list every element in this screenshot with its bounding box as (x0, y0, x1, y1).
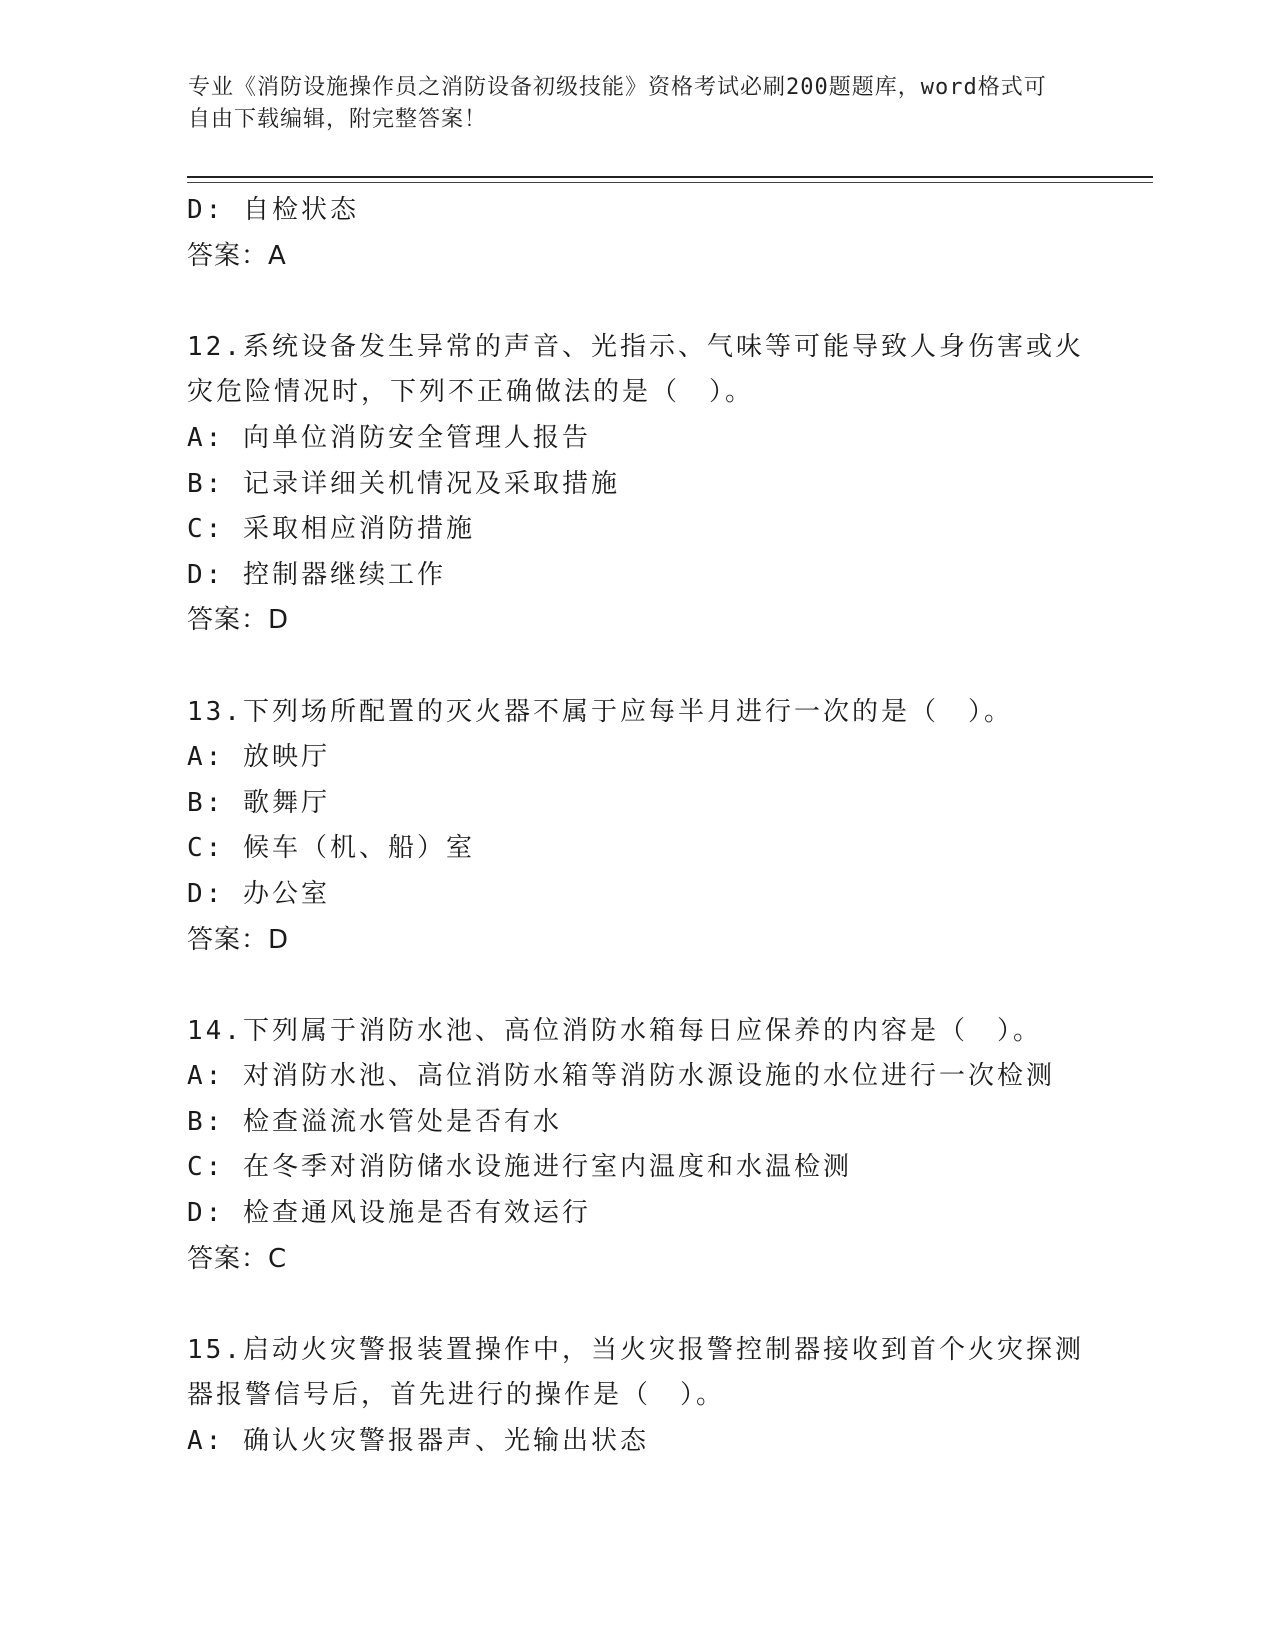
spacer (187, 279, 1087, 325)
question-stem: 15.启动火灾警报装置操作中，当火灾报警控制器接收到首个火灾探测器报警信号后，首先进行的操作是（ ）。 (187, 1334, 1084, 1411)
spacer (187, 1282, 1087, 1328)
spacer (187, 644, 1087, 690)
question-content (187, 188, 1087, 1465)
option-b: B: 检查溢流水管处是否有水 (187, 1106, 562, 1137)
option-b: B: 歌舞厅 (187, 787, 330, 818)
option-d: D: 控制器继续工作 (187, 559, 446, 590)
question-stem: 14.下列属于消防水池、高位消防水箱每日应保养的内容是（ ）。 (187, 1015, 1042, 1046)
question-answer: 答案：D (187, 605, 290, 636)
header-rule-thin (187, 182, 1153, 183)
option-c: C: 采取相应消防措施 (187, 514, 475, 545)
option-a: A: 对消防水池、高位消防水箱等消防水源设施的水位进行一次检测 (187, 1061, 1055, 1092)
option-c: C: 候车（机、船）室 (187, 833, 475, 864)
question-answer: 答案：C (187, 1243, 288, 1274)
carryover-answer: 答案：A (187, 240, 287, 271)
option-c: C: 在冬季对消防储水设施进行室内温度和水温检测 (187, 1152, 852, 1183)
option-d: D: 办公室 (187, 878, 330, 909)
carryover-option-d: D: 自检状态 (187, 195, 359, 225)
question-stem: 13.下列场所配置的灭火器不属于应每半月进行一次的是（ ）。 (187, 696, 1013, 727)
page-header: 专业《消防设施操作员之消防设备初级技能》资格考试必刷200题题库，word格式可自由下载编辑，附完整答案！ (188, 75, 1047, 132)
option-a: A: 向单位消防安全管理人报告 (187, 422, 591, 453)
question-stem: 12.系统设备发生异常的声音、光指示、气味等可能导致人身伤害或火灾危险情况时，下列不正确做法的是（ ）。 (187, 331, 1084, 408)
question-14 (187, 1009, 1087, 1283)
option-d: D: 检查通风设施是否有效运行 (187, 1198, 591, 1229)
question-15 (187, 1328, 1087, 1465)
header-rule-thick (187, 176, 1153, 178)
option-a: A: 放映厅 (187, 742, 330, 773)
option-b: B: 记录详细关机情况及采取措施 (187, 468, 620, 499)
spacer (187, 963, 1087, 1009)
option-a: A: 确认火灾警报器声、光输出状态 (187, 1426, 649, 1457)
question-13 (187, 690, 1087, 964)
question-12 (187, 325, 1087, 644)
question-answer: 答案：D (187, 924, 290, 955)
